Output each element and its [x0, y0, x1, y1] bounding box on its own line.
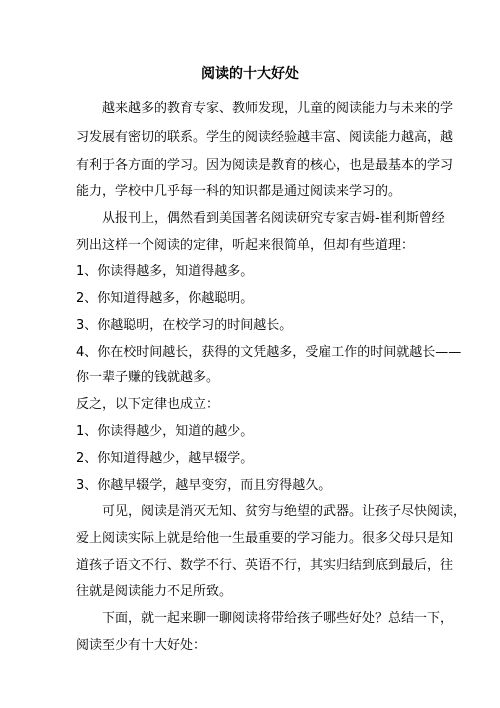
- paragraph-line: 可见，阅读是消灭无知、贫穷与绝望的武器。让孩子尽快阅读，: [102, 504, 467, 519]
- list-item: 1、你读得越多，知道得越多。: [76, 264, 254, 279]
- paragraph-line: 阅读至少有十大好处：: [76, 638, 207, 653]
- list-item: 3、你越早辍学，越早变穷，而且穷得越久。: [76, 478, 332, 493]
- paragraph-line: 有利于各方面的学习。因为阅读是教育的核心，也是最基本的学习: [76, 158, 454, 173]
- list-item: 2、你知道得越少，越早辍学。: [76, 451, 254, 466]
- paragraph-line: 下面，就一起来聊一聊阅读将带给孩子哪些好处？总结一下，: [102, 611, 454, 626]
- paragraph-line: 爱上阅读实际上就是给他一生最重要的学习能力。很多父母只是知: [76, 531, 454, 546]
- paragraph-line: 越来越多的教育专家、教师发现，儿童的阅读能力与未来的学: [102, 101, 454, 116]
- list-item: 1、你读得越少，知道的越少。: [76, 424, 254, 439]
- paragraph-line: 习发展有密切的联系。学生的阅读经验越丰富、阅读能力越高，越: [76, 130, 454, 145]
- list-item: 你一辈子赚的钱就越多。: [76, 370, 220, 385]
- paragraph-line: 能力，学校中几乎每一科的知识都是通过阅读来学习的。: [76, 184, 402, 199]
- paragraph-line: 从报刊上，偶然看到美国著名阅读研究专家吉姆-崔利斯曾经: [102, 211, 445, 226]
- document-title: 阅读的十大好处: [201, 66, 299, 82]
- list-item: 4、你在校时间越长，获得的文凭越多，受雇工作的时间就越长——: [76, 345, 462, 360]
- paragraph-line: 反之，以下定律也成立：: [76, 397, 220, 412]
- list-item: 2、你知道得越多，你越聪明。: [76, 291, 254, 306]
- list-item: 3、你越聪明，在校学习的时间越长。: [76, 318, 293, 333]
- paragraph-line: 道孩子语文不行、数学不行、英语不行，其实归结到底到最后，往: [76, 558, 454, 573]
- paragraph-line: 往就是阅读能力不足所致。: [76, 584, 233, 599]
- paragraph-line: 列出这样一个阅读的定律，听起来很简单，但却有些道理：: [76, 238, 415, 253]
